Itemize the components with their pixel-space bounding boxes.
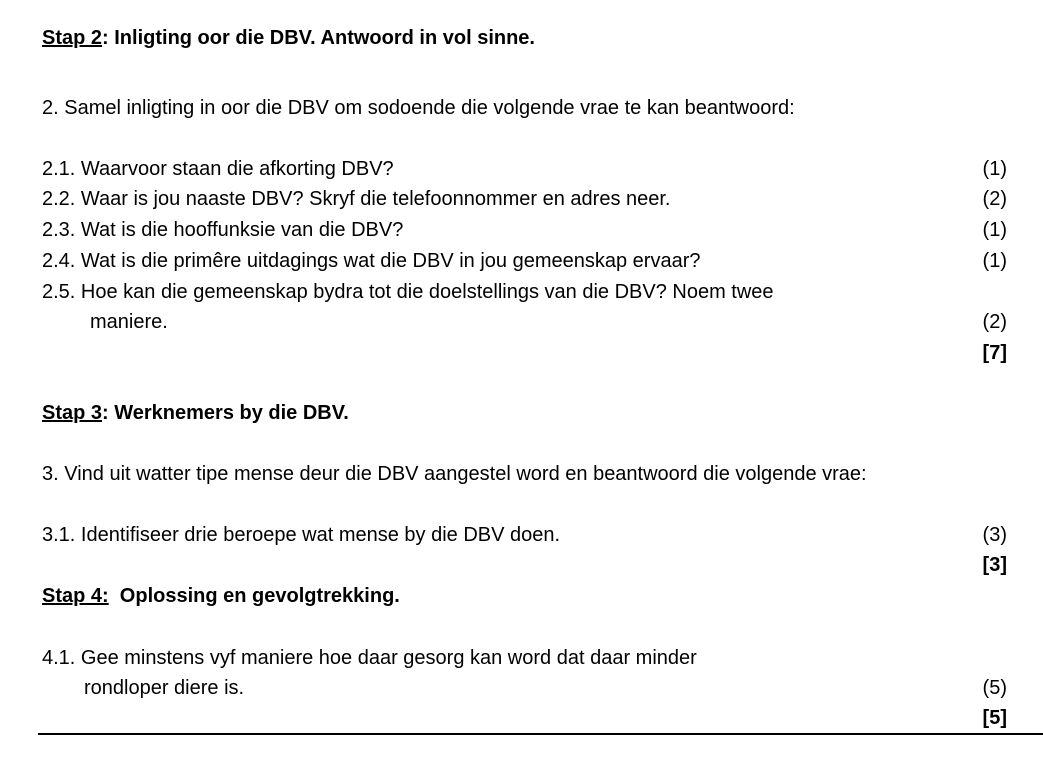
- step3-total-row: [42, 552, 1007, 578]
- step2-title: : Inligting oor die DBV. Antwoord in vol sinne.: [102, 27, 535, 49]
- question-text: 2.3. Wat is die hooffunksie van die DBV?: [42, 219, 404, 241]
- question-2-4: [42, 248, 1007, 274]
- bottom-rule: [38, 733, 1043, 735]
- step4-heading: [42, 583, 1007, 609]
- step3-heading: [42, 400, 1007, 426]
- step2-intro: 2. Samel inligting in oor die DBV om sodoende die volgende vrae te kan beantwoord:: [42, 97, 795, 119]
- step2-heading: [42, 25, 1007, 51]
- step2-total: [7]: [982, 342, 1007, 364]
- question-text: 2.5. Hoe kan die gemeenskap bydra tot die doelstellings van die DBV? Noem twee: [42, 281, 774, 303]
- question-marks: (1): [982, 250, 1007, 272]
- question-continuation: maniere.: [90, 311, 168, 333]
- question-marks: (3): [982, 524, 1007, 546]
- step2-label: Stap 2: [42, 27, 103, 49]
- step3-total: [3]: [982, 554, 1007, 576]
- question-text: 4.1. Gee minstens vyf maniere hoe daar gesorg kan word dat daar minder: [42, 647, 697, 669]
- question-marks: (2): [982, 188, 1007, 210]
- question-2-5-continuation: [42, 309, 1007, 335]
- question-text: 2.1. Waarvoor staan die afkorting DBV?: [42, 158, 394, 180]
- question-text: 3.1. Identifiseer drie beroepe wat mense by die DBV doen.: [42, 524, 561, 546]
- question-marks: (1): [982, 158, 1007, 180]
- question-marks: (1): [982, 219, 1007, 241]
- step2-total-row: [42, 340, 1007, 366]
- question-2-2: [42, 186, 1007, 212]
- step4-title: Oplossing en gevolgtrekking.: [108, 585, 400, 607]
- question-4-1-continuation: [42, 675, 1007, 701]
- step4-total: [5]: [982, 707, 1007, 729]
- question-continuation: rondloper diere is.: [84, 677, 245, 699]
- question-3-1: [42, 522, 1007, 548]
- question-2-5: [42, 279, 1007, 305]
- question-text: 2.2. Waar is jou naaste DBV? Skryf die telefoonnommer en adres neer.: [42, 188, 671, 210]
- step3-intro: 3. Vind uit watter tipe mense deur die DBV aangestel word en beantwoord die volgende vrae:: [42, 463, 867, 485]
- step4-total-row: [42, 705, 1007, 731]
- step3-title: : Werknemers by die DBV.: [102, 402, 349, 424]
- question-4-1: [42, 645, 1007, 671]
- step4-label: Stap 4:: [42, 585, 109, 607]
- question-marks: (5): [982, 677, 1007, 699]
- question-text: 2.4. Wat is die primêre uitdagings wat die DBV in jou gemeenskap ervaar?: [42, 250, 701, 272]
- step3-label: Stap 3: [42, 402, 103, 424]
- question-marks: (2): [982, 311, 1007, 333]
- question-2-1: [42, 156, 1007, 182]
- question-2-3: [42, 217, 1007, 243]
